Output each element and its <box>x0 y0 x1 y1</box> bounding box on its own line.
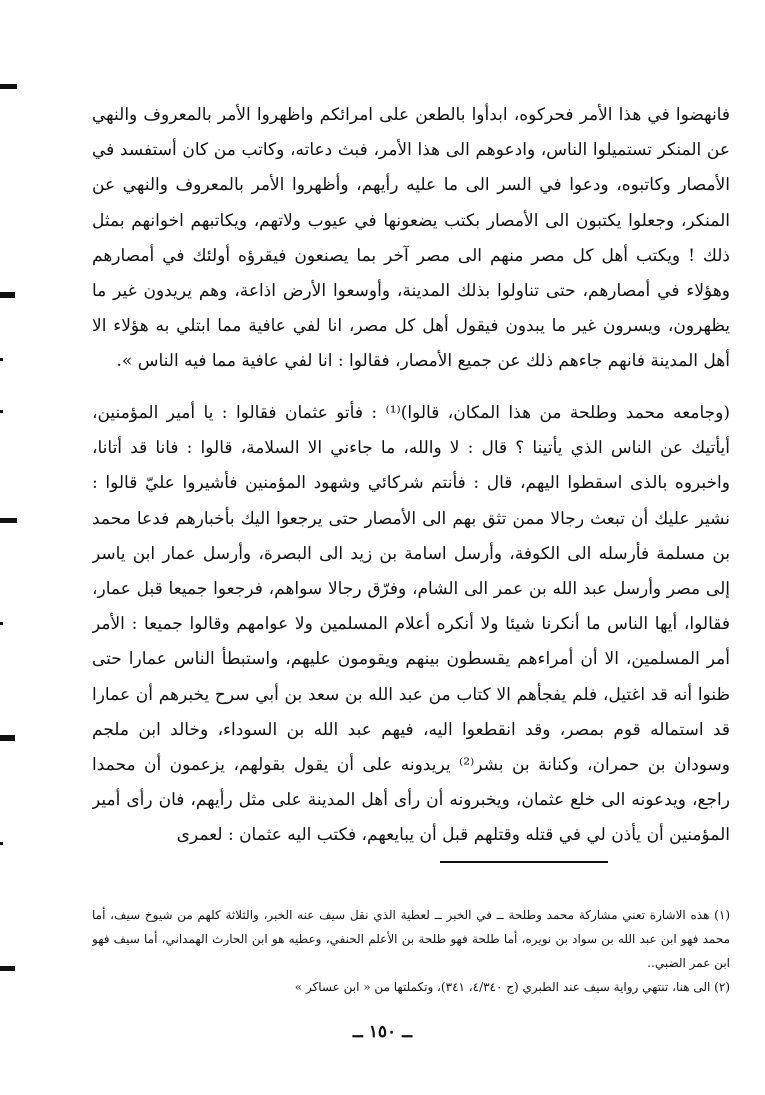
scan-edge-mark <box>0 735 15 741</box>
scan-edge-mark <box>0 84 17 89</box>
scan-edge-mark <box>0 358 3 361</box>
scan-edge-mark <box>0 292 15 298</box>
footnote: (١) هذه الاشارة تعني مشاركة محمد وطلحة ــ في الخبر ــ لعطية الذي نقل سيف عنه الخبر، والثلاثة كلهم من شيوخ سيف، أما محمد فهو ابن عبد الله بن سواد بن نويره، أما طلحة فهو طلحة بن الأعلم الحنفي، وعطيه هو ابن الحارث الهمداني، أما سيف فهو ابن عمر الضبي.. <box>92 908 730 970</box>
footnotes <box>92 903 730 999</box>
scan-edge-mark <box>0 518 17 523</box>
paragraph: فانهضوا في هذا الأمر فحركوه، ابدأوا بالطعن على امرائكم واظهروا الأمر بالمعروف والنهي عن المنكر تستميلوا الناس، وادعوهم الى هذا الأمر، فبث دعاته، وكاتب من كان أستفسد في الأمصار وكاتبوه، ودعوا في السر الى ما عليه رأيهم، وأظهروا الأمر بالمعروف والنهي عن المنكر، وجعلوا يكتبون الى الأمصار بكتب يضعونها في عيوب ولاتهم، ويكاتبهم اخوانهم بمثل ذلك ! ويكتب أهل كل مصر منهم الى مصر آخر بما يصنعون فيقرؤه أولئك في أمصارهم وهؤلاء في أمصارهم، حتى تناولوا بذلك المدينة، وأوسعوا الأرض اذاعة، وهم يريدون غير ما يظهرون، ويسرون غير ما يبدون فيقول أهل كل مصر، انا لفي عافية مما ابتلي به هؤلاء الا أهل المدينة فانهم جاءهم ذلك عن جميع الأمصار، فقالوا : انا لفي عافية مما فيه الناس ». <box>92 105 730 372</box>
scan-edge-mark <box>0 966 15 971</box>
footnote: (٢) الى هنا، تنتهي رواية سيف عند الطبري (ج ٤/٣٤٠، ٣٤١)، وتكملتها من « ابن عساكر » <box>294 980 730 994</box>
body-text <box>92 98 730 854</box>
scan-edge-marks <box>0 0 20 1095</box>
page-number: ــ ١٥٠ ــ <box>352 1022 413 1042</box>
paragraph: (وجامعه محمد وطلحة من هذا المكان، قالوا)⁽¹⁾ : فأتو عثمان فقالوا : يا أمير المؤمنين، أيأتيك عن الناس الذي يأتينا ؟ قال : لا والله، ما جاءني الا السلامة، قالوا : فانا قد أتانا، واخبروه بالذى اسقطوا اليهم، قال : فأنتم شركائي وشهود المؤمنين فأشيروا عليّ قالوا : نشير عليك أن تبعث رجالا ممن تثق بهم الى الأمصار حتى يرجعوا اليك بأخبارهم فدعا محمد بن مسلمة فأرسله الى الكوفة، وأرسل اسامة بن زيد الى البصرة، وأرسل عمار ابن ياسر إلى مصر وأرسل عبد الله بن عمر الى الشام، وفرّق رجالا سواهم، فرجعوا جميعا قبل عمار، فقالوا، أيها الناس ما أنكرنا شيئا ولا أنكره أعلام المسلمين ولا عوامهم وقالوا جميعا : الأمر أمر المسلمين، الا أن أمراءهم يقسطون بينهم ويقومون عليهم، واستبطأ الناس عمارا حتى ظنوا أنه قد اغتيل، فلم يفجأهم الا كتاب من عبد الله بن سعد بن أبي سرح يخبرهم أن عمارا قد استماله قوم بمصر، وقد انقطعوا اليه، فيهم عبد الله بن السوداء، وخالد ابن ملجم وسودان بن حمران، وكنانة بن بشر⁽²⁾ يريدونه على أن يقول بقولهم، يزعمون أن محمدا راجع، ويدعونه الى خلع عثمان، ويخبرونه أن رأى أهل المدينة على مثل رأيهم، فان رأى أمير المؤمنين أن يأذن لي في قتله وقتلهم قبل أن يبايعهم، فكتب اليه عثمان : لعمرى <box>92 403 730 846</box>
scan-edge-mark <box>0 842 3 845</box>
scan-edge-mark <box>0 410 3 413</box>
footnote-separator <box>440 861 608 863</box>
scan-edge-mark <box>0 622 3 625</box>
